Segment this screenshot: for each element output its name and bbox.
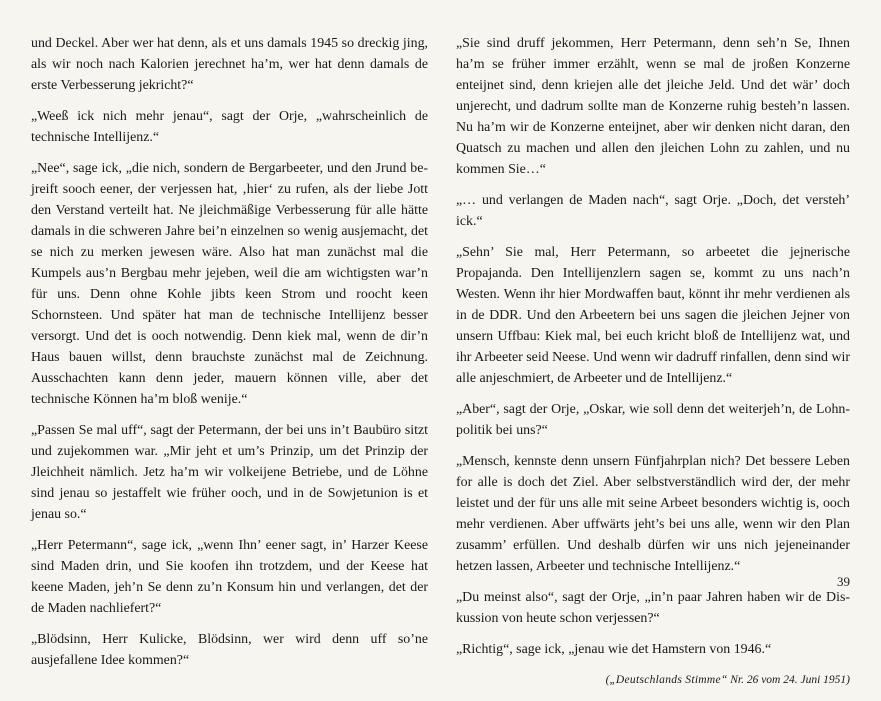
paragraph: „Herr Petermann“, sage ick, „wenn Ihn’ eener sagt, in’ Harzer Keese sind Maden drin, und Sie koofen ihn trotzdem, und der Keese hat keene Maden, jeh’n Se denn zu’n Konsum hin und verlangen, det der de Maden nachliefert?“ (31, 538, 428, 616)
paragraph: „Passen Se mal uff“, sagt der Petermann, der bei uns in’t Baubüro sitzt und zujekommen war. „Mir jeht et um’s Prinzip, um det Prinzip der Jleichheit nämlich. Jetz ha’m wir volkeijene Betriebe, und de Löhne sind jenau so jestaffelt wie früher ooch, und in de Sowjetunion is et jenau so.“ (31, 423, 428, 522)
paragraph: und Deckel. Aber wer hat denn, als et uns damals 1945 so dreckig jing, als wir noch nach Kalorien jerechnet ha’m, wer hat denn damals de erste Verbesserung jekricht?“ (31, 36, 428, 93)
source-citation (456, 670, 850, 691)
paragraph: „Sehn’ Sie mal, Herr Petermann, so arbeetet die jejnerische Propajanda. Den Intellijenzlern sagen se, kommt zu uns nach’n Westen. Wenn ihr hier Mordwaffen baut, könnt ihr mehr verdienen als in de DDR. Und den Arbeetern bei uns sagen die jleichen Jejner von unsern Uffbau: Kiek mal, bei euch kricht bloß de Intellijenz wat, und ihr Arbeeter seid Neese. Und wenn wir dadruff rinfallen, denn sind wir alle anjeschmiert, de Arbeeter und de Intellijenz.“ (456, 245, 850, 386)
paragraph: „Richtig“, sage ick, „jenau wie det Hamstern von 1946.“ (456, 642, 772, 657)
left-page-column (31, 33, 428, 681)
source-open: („ (605, 674, 616, 686)
paragraph: „Nee“, sage ick, „die nich, sondern de Bergarbeeter, und den Jrund bejreift sooch eener, der verjessen hat, ‚hier‘ zu rufen, als der liebe Jott den Verstand verteilt hat. Ne jleichmäßige Verbesserung für alle hätte damals in die schweren Jahre bei’n einzelnen so wenig ausjemacht, det se nich zu merken jewesen wäre. Also hat man zunächst mal die Kumpels aus’n Bergbau mehr jejeben, weil die am wichtigsten war’n für uns. Denn ohne Kohle jibts keen Strom und roocht keen Schornsteen. Und später hat man de technische Intellijenz besser versorgt. Und det is ooch notwendig. Denn kiek mal, wenn de dir’n Haus bauen willst, denn brauchste zunächst mal de Zeichnung. Ausschachten kann denn jeder, mauern können ville, aber det technische Können ha’m bloß wenije.“ (31, 161, 428, 407)
paragraph: „Blödsinn, Herr Kulicke, Blödsinn, wer wird denn uff so’ne ausjefallene Idee kommen?“ (31, 632, 428, 668)
right-page-column (456, 33, 850, 701)
paragraph: „Aber“, sagt der Orje, „Oskar, wie soll denn det weiterjeh’n, de Lohnpolitik bei uns?“ (456, 402, 850, 438)
paragraph: „Sie sind druff jekommen, Herr Petermann, denn seh’n Se, Ihnen ha’m se früher immer erzählt, wenn se mal de jroßen Konzerne enteijnet sind, denn kriejen alle det jleiche Jeld. Und det wär’ doch unjerecht, und dadrum sollte man de Konzerne ruhig besteh’n lassen. Nu ha’m wir de Konzerne enteijnet, aber wir denken nicht daran, den Quatsch zu machen und allen den jleichen Lohn zu zahlen, und nu kommen Sie…“ (456, 36, 850, 177)
source-title: Deutschlands Stimme (615, 674, 721, 686)
paragraph: „Mensch, kennste denn unsern Fünfjahrplan nich? Det bessere Leben for alle is doch det Ziel. Aber selbstverständlich wird der, der mehr leistet und der für uns alle mit seine Arbeet besonders wichtig is, ooch mehr verdienen. Aber uffwärts jeht’s bei uns alle, wenn wir den Plan zusamm’ erfüllen. Und deshalb dürfen wir uns nich jejeneinander hetzen lassen, Arbeeter und technische Intellijenz.“ (456, 454, 850, 574)
paragraph: „… und verlangen de Maden nach“, sagt Orje. „Doch, det versteh’ ick.“ (456, 193, 850, 229)
paragraph: „Du meinst also“, sagt der Orje, „in’n paar Jahren haben wir de Diskussion von heute schon verjessen?“ (456, 590, 850, 626)
paragraph: „Weeß ick nich mehr jenau“, sagt der Orje, „wahrscheinlich de technische Intellijenz.“ (31, 109, 428, 145)
page-number: 39 (837, 574, 850, 589)
source-rest: “ Nr. 26 vom 24. Juni 1951) (720, 674, 850, 686)
